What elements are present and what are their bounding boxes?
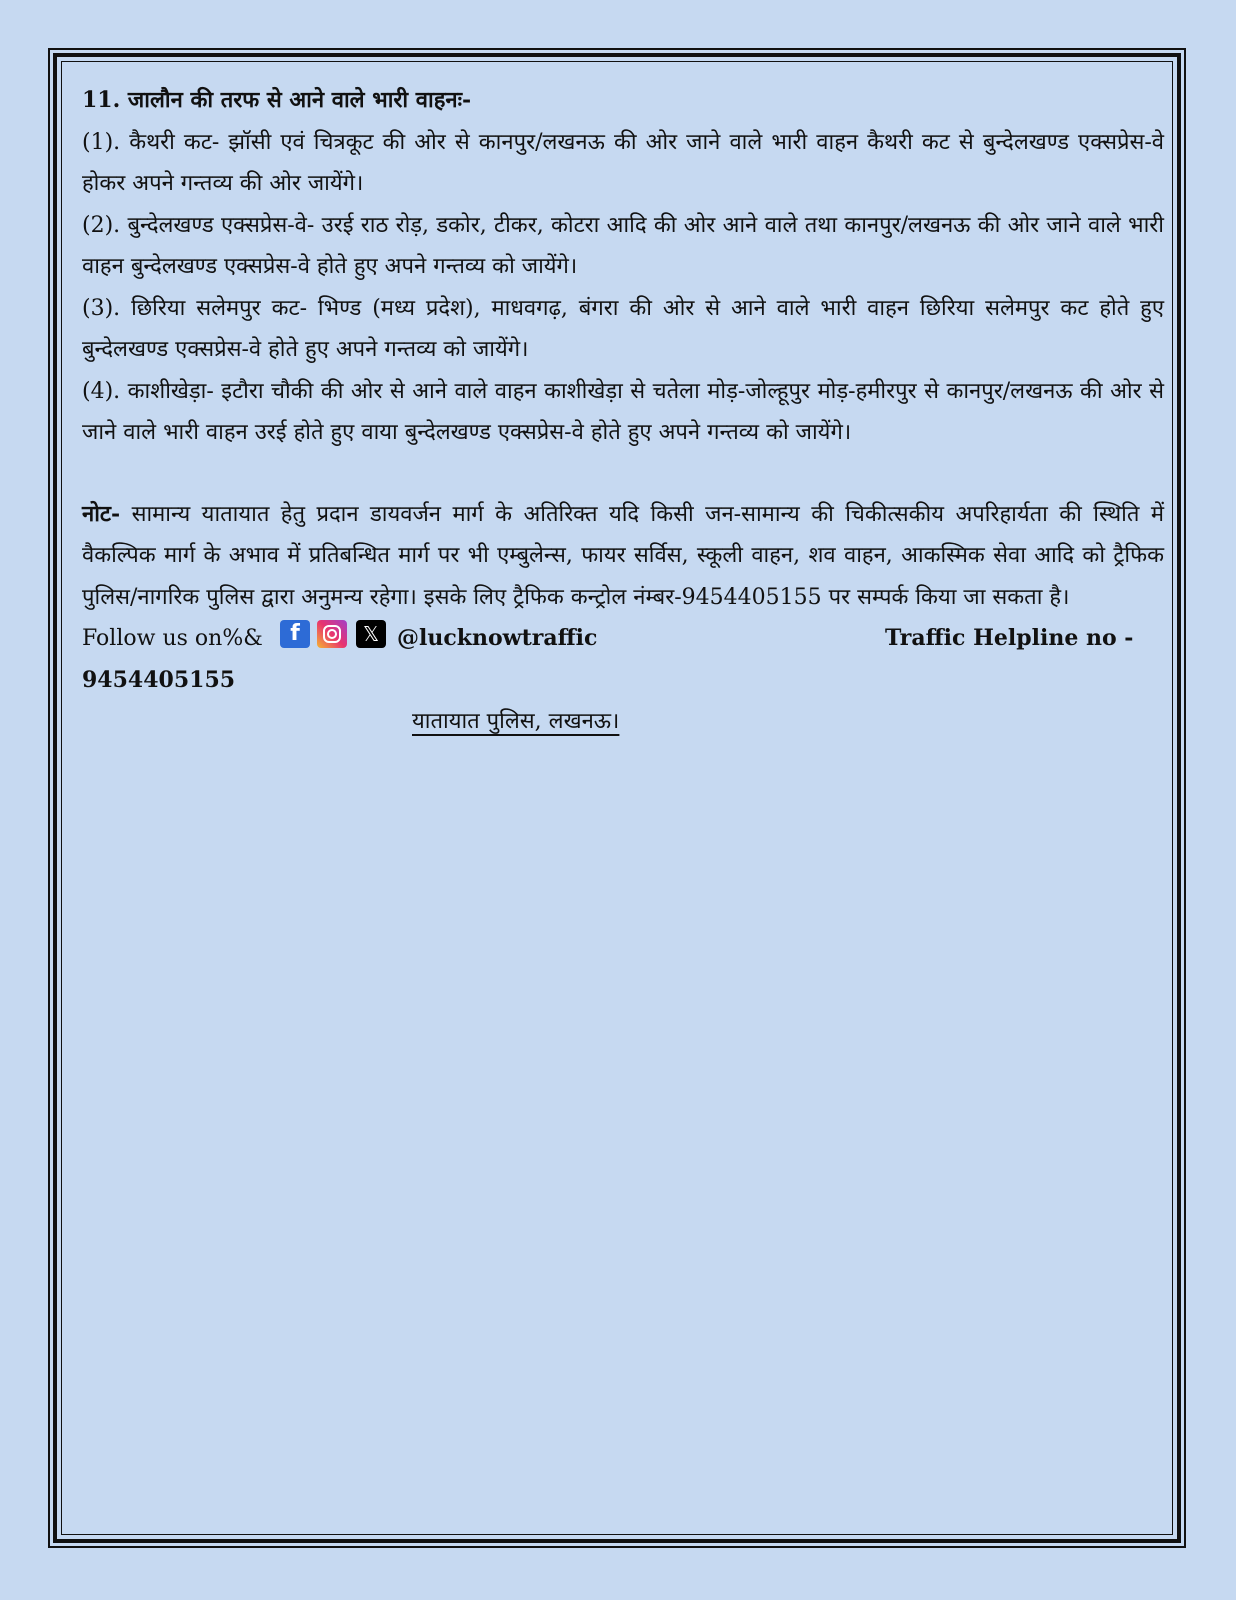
- instagram-icon[interactable]: [317, 620, 347, 648]
- document-body: [82, 80, 1164, 743]
- helpline-label: Traffic Helpline no -: [885, 625, 1134, 651]
- social-handle[interactable]: @lucknowtraffic: [397, 625, 598, 651]
- signature-block: [82, 701, 1164, 743]
- route-paragraph-3: (3). छिरिया सलेमपुर कट- भिण्ड (मध्य प्रदेश), माधवगढ़, बंगरा की ओर से आने वाले भारी वाहन छिरिया सलेमपुर कट होते हुए बुन्देलखण्ड एक्सप्रेस-वे होते हुए अपने गन्तव्य को जायेंगे।: [82, 295, 1164, 362]
- note-text: सामान्य यातायात हेतु प्रदान डायवर्जन मार्ग के अतिरिक्त यदि किसी जन-सामान्य की चिकीत्सकीय अपरिहार्यता की स्थिति में वैकल्पिक मार्ग के अभाव में प्रतिबन्धित मार्ग पर भी एम्बुलेन्स, फायर सर्विस, स्कूली वाहन, शव वाहन, आकस्मिक सेवा आदि को ट्रैफिक पुलिस/नागरिक पुलिस द्वारा अनुमन्य रहेगा। इसके लिए ट्रैफिक कन्ट्रोल नंम्बर-9454405155 पर सम्पर्क किया जा सकता है।: [82, 501, 1164, 610]
- facebook-icon[interactable]: f: [280, 620, 310, 648]
- section-heading: 11. जालौन की तरफ से आने वाले भारी वाहनः-: [82, 87, 472, 113]
- x-twitter-icon[interactable]: 𝕏: [356, 620, 386, 648]
- social-follow-row: [82, 618, 1164, 660]
- note-paragraph: [82, 494, 1164, 619]
- route-paragraph-1: (1). कैथरी कट- झॉसी एवं चित्रकूट की ओर से कानपुर/लखनऊ की ओर जाने वाले भारी वाहन कैथरी कट से बुन्देलखण्ड एक्सप्रेस-वे होकर अपने गन्तव्य की ओर जायेंगे।: [82, 129, 1164, 196]
- signature-text: यातायात पुलिस, लखनऊ।: [412, 709, 620, 734]
- follow-us-text: Follow us on%&: [82, 626, 263, 651]
- route-paragraph-4: (4). काशीखेड़ा- इटौरा चौकी की ओर से आने वाले वाहन काशीखेड़ा से चतेला मोड़-जोल्हूपुर मोड़-हमीरपुर से कानपुर/लखनऊ की ओर से जाने वाले भारी वाहन उरई होते हुए वाया बुन्देलखण्ड एक्सप्रेस-वे होते हुए अपने गन्तव्य को जायेंगे।: [82, 378, 1164, 445]
- note-label: नोट-: [82, 500, 121, 527]
- helpline-number: 9454405155: [82, 666, 236, 693]
- route-paragraph-2: (2). बुन्देलखण्ड एक्सप्रेस-वे- उरई राठ रोड़, डकोर, टीकर, कोटरा आदि की ओर आने वाले तथा कानपुर/लखनऊ की ओर जाने वाले भारी वाहन बुन्देलखण्ड एक्सप्रेस-वे होते हुए अपने गन्तव्य को जायेंगे।: [82, 212, 1164, 279]
